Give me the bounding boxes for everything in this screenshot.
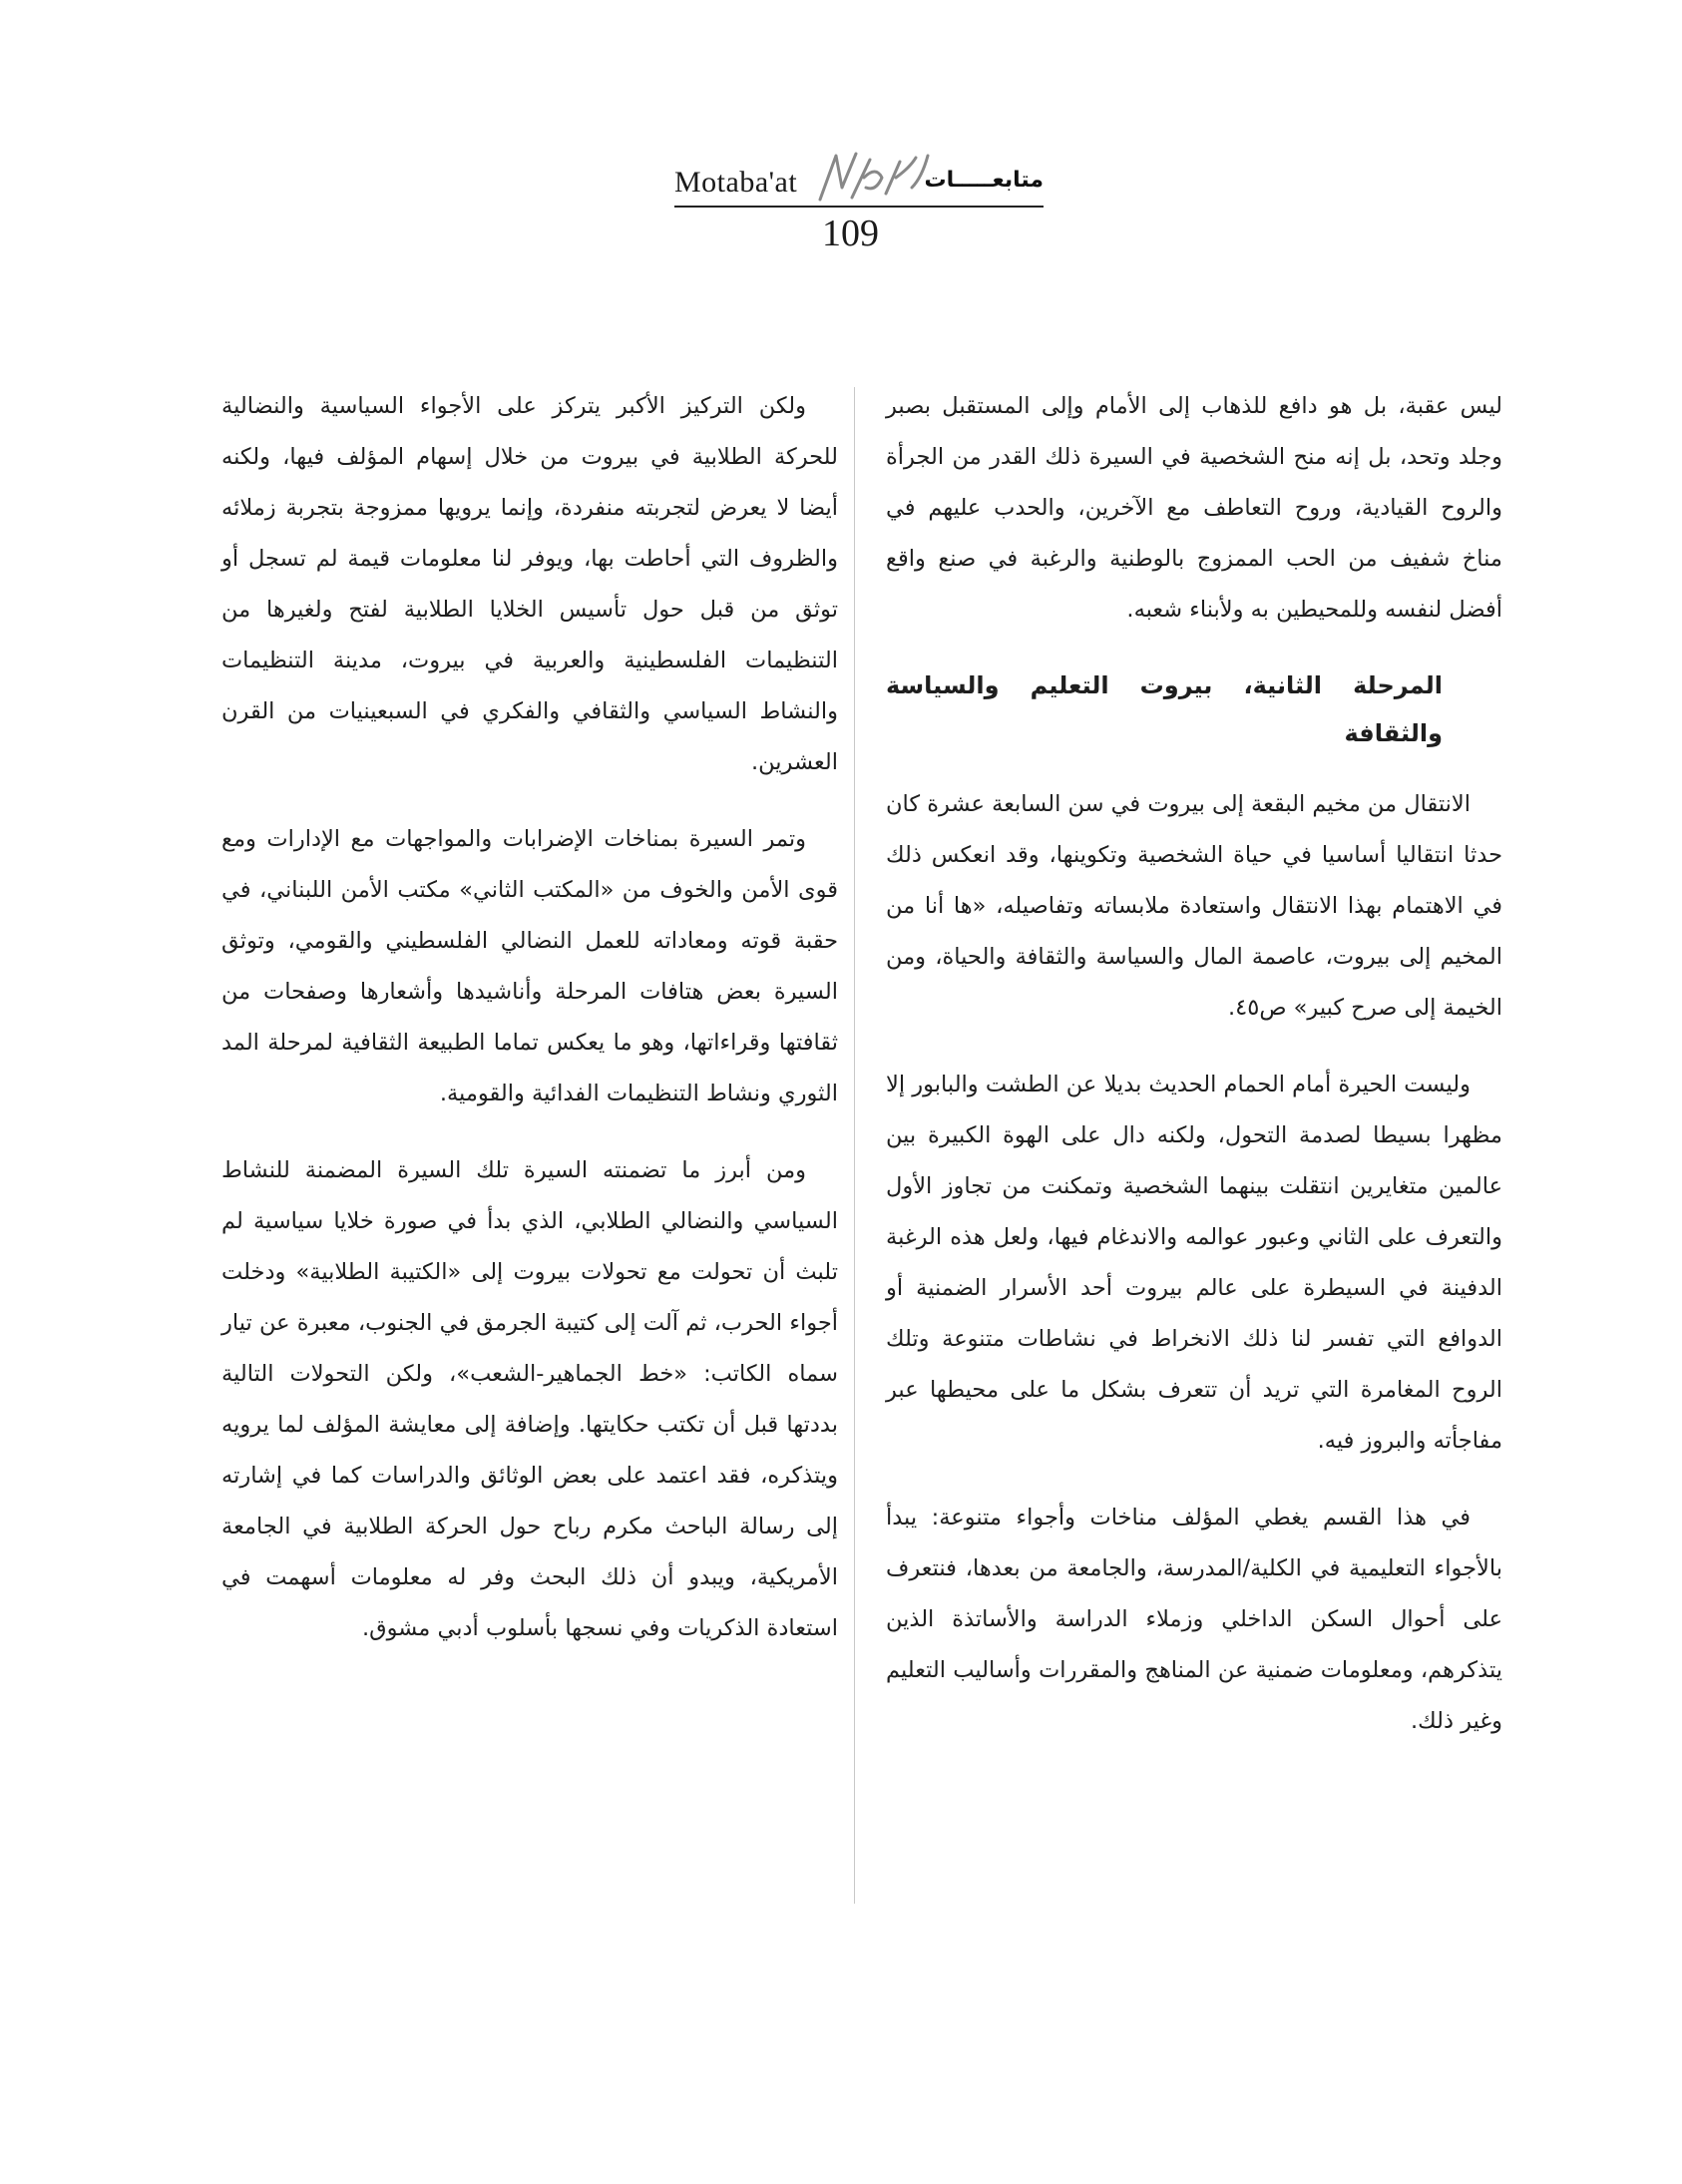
right-paragraph-2: الانتقال من مخيم البقعة إلى بيروت في سن السابعة عشرة كان حدثا انتقاليا أساسيا في حياة الشخصية وتكوينها، وقد انعكس ذلك في الاهتمام بهذا الانتقال واستعادة ملابساته وتفاصيله، «ها أنا من المخيم إلى بيروت، عاصمة المال والسياسة والثقافة والحياة، ومن الخيمة إلى صرح كبير» ص٤٥. <box>886 791 1502 1021</box>
handwritten-logo-icon <box>812 148 932 210</box>
section-heading: المرحلة الثانية، بيروت التعليم والسياسة والثقافة <box>886 671 1443 747</box>
column-divider <box>854 387 855 1904</box>
left-paragraph-2: وتمر السيرة بمناخات الإضرابات والمواجهات مع الإدارات ومع قوى الأمن والخوف من «المكتب الثاني» مكتب الأمن اللبناني، في حقبة قوته ومعاداته للعمل النضالي الفلسطيني والقومي، وتوثق السيرة بعض هتافات المرحلة وأناشيدها وأشعارها وصفحات من ثقافتها وقراءاتها، وهو ما يعكس تماما الطبيعة الثقافية لمرحلة المد الثوري ونشاط التنظيمات الفدائية والقومية. <box>221 826 838 1106</box>
right-paragraph-4: في هذا القسم يغطي المؤلف مناخات وأجواء متنوعة: يبدأ بالأجواء التعليمية في الكلية/المدرسة، والجامعة من بعدها، فنتعرف على أحوال السكن الداخلي وزملاء الدراسة والأساتذة الذين يتذكرهم، ومعلومات ضمنية عن المناهج والمقررات وأساليب التعليم وغير ذلك. <box>886 1505 1502 1734</box>
header-arabic-title: متابعـــــات <box>924 168 1044 193</box>
left-paragraph-1: ولكن التركيز الأكبر يتركز على الأجواء السياسية والنضالية للحركة الطلابية في بيروت من خلال إسهام المؤلف فيها، ولكنه أيضا لا يعرض لتجربته منفردة، وإنما يرويها ممزوجة بتجربة زملائه والظروف التي أحاطت بها، ويوفر لنا معلومات قيمة لم تسجل أو توثق من قبل حول تأسيس الخلايا الطلابية لفتح ولغيرها من التنظيمات الفلسطينية والعربية في بيروت، مدينة التنظيمات والنشاط السياسي والثقافي والفكري في السبعينيات من القرن العشرين. <box>221 393 838 775</box>
page-header <box>674 148 1044 257</box>
page-number: 109 <box>822 213 879 254</box>
right-column <box>886 381 1502 1773</box>
right-paragraph-3: وليست الحيرة أمام الحمام الحديث بديلا عن الطشت والبابور إلا مظهرا بسيطا لصدمة التحول، ولكنه دال على الهوة الكبيرة بين عالمين متغايرين انتقلت بينهما الشخصية وتمكنت من تجاوز الأول والتعرف على الثاني وعبور عوالمه والاندغام فيها، ولعل هذه الرغبة الدفينة في السيطرة على عالم بيروت أحد الأسرار الضمنية أو الدوافع التي تفسر لنا ذلك الانخراط في نشاطات متنوعة وتلك الروح المغامرة التي تريد أن تتعرف بشكل ما على محيطها عبر مفاجأته والبروز فيه. <box>886 1072 1502 1454</box>
left-paragraph-3: ومن أبرز ما تضمنته السيرة تلك السيرة المضمنة للنشاط السياسي والنضالي الطلابي، الذي بدأ في صورة خلايا سياسية لم تلبث أن تحولت مع تحولات بيروت إلى «الكتيبة الطلابية» ودخلت أجواء الحرب، ثم آلت إلى كتيبة الجرمق في الجنوب، معبرة عن تيار سماه الكاتب: «خط الجماهير-الشعب»، ولكن التحولات التالية بددتها قبل أن تكتب حكايتها. وإضافة إلى معايشة المؤلف لما يرويه ويتذكره، فقد اعتمد على بعض الوثائق والدراسات كما في إشارته إلى رسالة الباحث مكرم رباح حول الحركة الطلابية في الجامعة الأمريكية، ويبدو أن ذلك البحث وفر له معلومات أسهمت في استعادة الذكريات وفي نسجها بأسلوب أدبي مشوق. <box>221 1157 838 1641</box>
left-column <box>221 381 838 1680</box>
header-rule <box>674 206 1044 208</box>
right-paragraph-1: ليس عقبة، بل هو دافع للذهاب إلى الأمام وإلى المستقبل بصبر وجلد وتحد، بل إنه منح الشخصية في السيرة ذلك القدر من الجرأة والروح القيادية، وروح التعاطف مع الآخرين، والحدب عليهم في مناخ شفيف من الحب الممزوج بالوطنية والرغبة في صنع واقع أفضل لنفسه وللمحيطين به ولأبناء شعبه. <box>886 393 1502 623</box>
header-latin-title: Motaba'at <box>674 166 798 199</box>
